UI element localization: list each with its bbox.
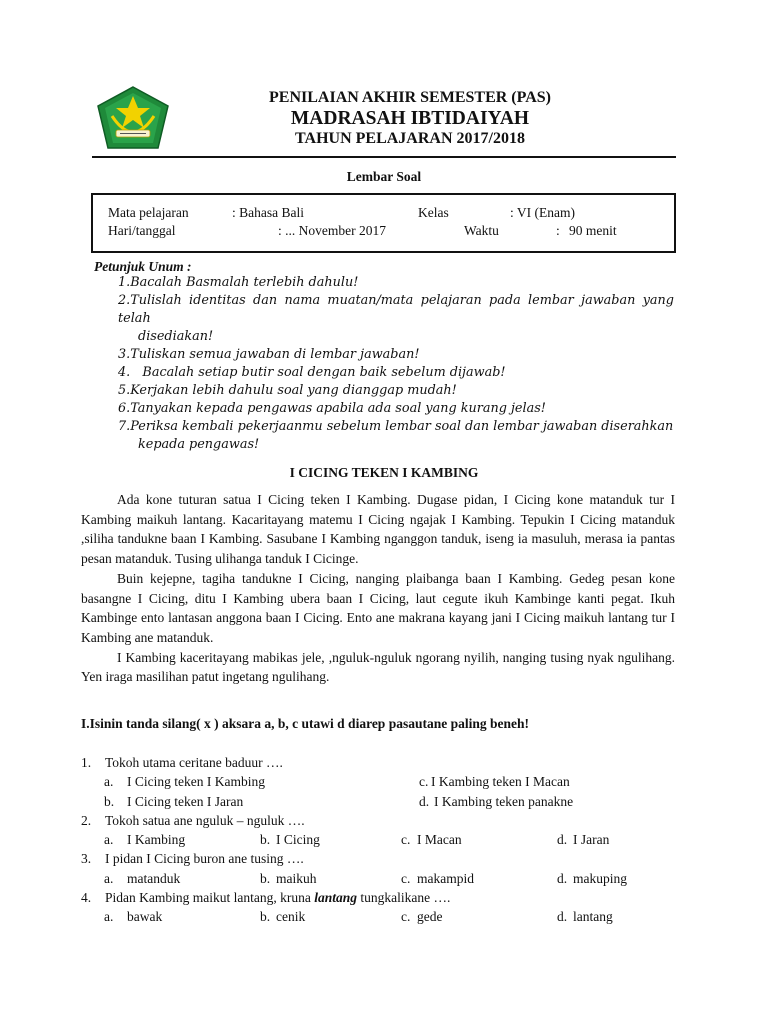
- option-text[interactable]: I Jaran: [573, 832, 610, 847]
- option-text[interactable]: maikuh: [276, 871, 317, 886]
- option-letter: a.: [104, 832, 114, 847]
- instructions-heading: Petunjuk Unum :: [94, 259, 192, 274]
- instruction-continuation: disediakan!: [138, 329, 214, 344]
- question-text: Tokoh utama ceritane baduur ….: [105, 755, 283, 770]
- subject-label: Mata pelajaran: [108, 205, 189, 220]
- story-title: I CICING TEKEN I KAMBING: [289, 465, 479, 480]
- instruction-item: [118, 292, 674, 346]
- subject-value: : Bahasa Bali: [232, 205, 304, 220]
- question-number: 1.: [81, 755, 92, 770]
- option-letter: c.: [401, 909, 411, 924]
- option-letter: b.: [104, 794, 115, 809]
- instruction-item: 6.Tanyakan kepada pengawas apabila ada soal yang kurang jelas!: [118, 401, 546, 416]
- story-body: [81, 490, 675, 687]
- question-text-part: tungkalikane ….: [357, 890, 451, 905]
- option-text[interactable]: I Kambing: [127, 832, 186, 847]
- option-text[interactable]: I Cicing teken I Jaran: [127, 794, 244, 809]
- option-letter: b.: [260, 909, 271, 924]
- instruction-item: 4. Bacalah setiap butir soal dengan baik sebelum dijawab!: [118, 365, 506, 380]
- option-letter: d.: [419, 794, 430, 809]
- date-label: Hari/tanggal: [108, 223, 176, 238]
- class-value: : VI (Enam): [510, 205, 575, 220]
- time-label: Waktu: [464, 223, 499, 238]
- option-text[interactable]: makampid: [417, 871, 474, 886]
- question-text: Tokoh satua ane nguluk – nguluk ….: [105, 813, 305, 828]
- header-line-1: PENILAIAN AKHIR SEMESTER (PAS): [269, 89, 551, 106]
- time-colon: :: [556, 223, 560, 238]
- option-text[interactable]: I Cicing teken I Kambing: [127, 774, 265, 789]
- option-letter: a.: [104, 909, 114, 924]
- document-title: Lembar Soal: [346, 169, 422, 184]
- option-letter: c.: [419, 774, 429, 789]
- story-paragraph: Ada kone tuturan satua I Cicing teken I Kambing. Dugase pidan, I Cicing kone matanduk tur I Kambing maikuh lantang. Kacaritayang matemu I Cicing ngajak I Kambing. Tepukin I Cicing matanduk ,siliha tandukne baan I Kambing. Sasubane I Kambing nganggon tanduk, iseng ia masuluh, merasa ia pantas pesan matanduk. Tusing ulihanga tanduk I Cicinge.: [81, 492, 675, 567]
- option-letter: b.: [260, 832, 271, 847]
- question-number: 2.: [81, 813, 92, 828]
- option-letter: c.: [401, 832, 411, 847]
- option-letter: a.: [104, 774, 114, 789]
- story-paragraph: I Kambing kaceritayang mabikas jele, ,nguluk-nguluk ngorang nyilih, nanging tusing nyak ngulihang. Yen iraga masilihan patut ingetang ngulihang.: [81, 649, 675, 685]
- instruction-continuation: kepada pengawas!: [138, 437, 260, 452]
- option-letter: d.: [557, 832, 568, 847]
- option-letter: b.: [260, 871, 271, 886]
- instruction-text: 7.Periksa kembali pekerjaanmu sebelum lembar soal dan lembar jawaban diserahkan: [118, 419, 674, 434]
- option-text[interactable]: cenik: [276, 909, 306, 924]
- instruction-item: [118, 418, 674, 454]
- question-number: 3.: [81, 851, 92, 866]
- question-text: [105, 890, 450, 906]
- option-text[interactable]: I Kambing teken I Macan: [431, 774, 570, 789]
- header-line-2: MADRASAH IBTIDAIYAH: [290, 108, 530, 129]
- option-text[interactable]: I Cicing: [276, 832, 320, 847]
- option-text[interactable]: matanduk: [127, 871, 181, 886]
- option-text[interactable]: makuping: [573, 871, 627, 886]
- instruction-item: 3.Tuliskan semua jawaban di lembar jawaban!: [118, 347, 420, 362]
- instruction-text: 2.Tulislah identitas dan nama muatan/mata pelajaran pada lembar jawaban yang telah: [118, 293, 674, 326]
- option-text[interactable]: bawak: [127, 909, 163, 924]
- class-label: Kelas: [418, 205, 449, 220]
- option-letter: d.: [557, 909, 568, 924]
- instruction-item: 1.Bacalah Basmalah terlebih dahulu!: [118, 275, 359, 290]
- option-letter: c.: [401, 871, 411, 886]
- date-value: : ... November 2017: [278, 223, 386, 238]
- instruction-item: 5.Kerjakan lebih dahulu soal yang dianggap mudah!: [118, 383, 457, 398]
- question-number: 4.: [81, 890, 92, 905]
- question-text: I pidan I Cicing buron ane tusing ….: [105, 851, 304, 866]
- header-divider: [92, 156, 676, 158]
- option-letter: d.: [557, 871, 568, 886]
- ministry-logo: [94, 86, 172, 152]
- option-text[interactable]: I Macan: [417, 832, 462, 847]
- question-text-part: Pidan Kambing maikut lantang, kruna: [105, 890, 315, 905]
- header-line-3: TAHUN PELAJARAN 2017/2018: [295, 130, 525, 147]
- option-text[interactable]: gede: [417, 909, 443, 924]
- question-emphasis: lantang: [314, 890, 357, 905]
- option-letter: a.: [104, 871, 114, 886]
- section-heading: I.Isinin tanda silang( x ) aksara a, b, c utawi d diarep pasautane paling beneh!: [81, 716, 529, 731]
- story-paragraph: Buin kejepne, tagiha tandukne I Cicing, nanging plaibanga baan I Kambing. Gedeg pesan kone basangne I Cicing, ditu I Kambing ubera baan I Cicing, laut cegute ikuh Kambinge kanti pegat. Ikuh Kambinge ento lantasan anggona baan I Cicing. Ento ane makrana kayang jani I Cicing maikuh lantang tur I Kambing ane matanduk.: [81, 570, 675, 645]
- time-value: 90 menit: [569, 223, 617, 238]
- option-text[interactable]: lantang: [573, 909, 613, 924]
- option-text[interactable]: I Kambing teken panakne: [434, 794, 574, 809]
- instructions-list: [118, 274, 674, 454]
